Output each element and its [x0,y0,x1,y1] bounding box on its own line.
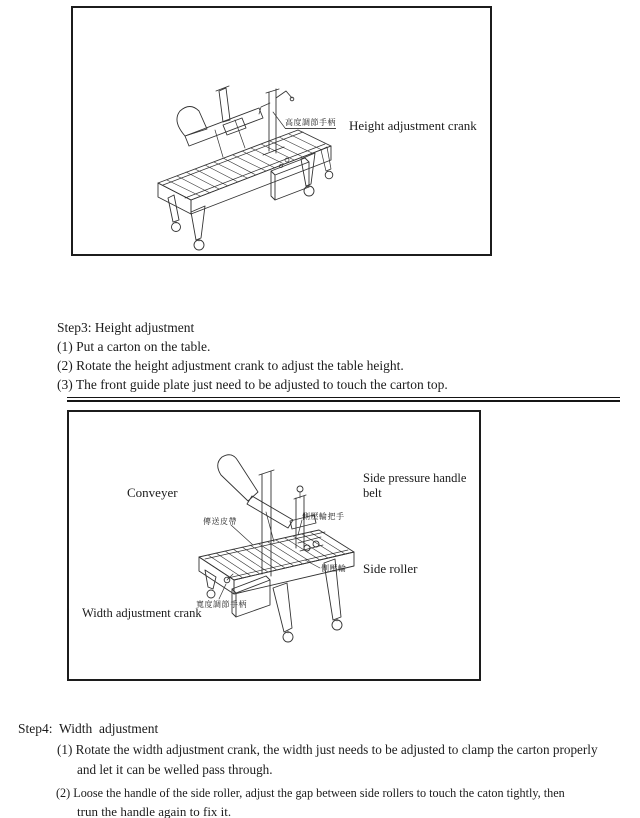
leg-center [273,583,292,632]
side-roller-wheel [304,545,310,551]
bed-rollers [167,134,322,196]
section-divider-rule [67,397,620,402]
step4-item1-line1: (1) Rotate the width adjustment crank, the width just needs to be adjusted to clamp the carton properly [57,742,598,757]
label-en-side-roller: Side roller [363,561,418,576]
height-crank-handle [276,91,292,98]
step4-item1-line2: and let it can be welled pass through. [77,762,273,777]
caster-wheel [172,223,181,232]
caster-wheel [325,171,333,179]
step3-item-1: (1) Put a carton on the table. [57,339,211,354]
bed-front-skirt [191,146,331,214]
step3-item-2: (2) Rotate the height adjustment crank to adjust the table height. [57,358,404,373]
step4-item2-line1: (2) Loose the handle of the side roller, adjust the gap between side rollers to touch the caton tightly, then [56,786,565,800]
bed-top [158,130,331,200]
label-en-height-crank: Height adjustment crank [349,118,477,133]
label-en-width-crank: Width adjustment crank [82,606,202,620]
control-box [271,158,309,200]
caster-wheel [332,620,342,630]
head-grip [177,107,207,137]
label-side-pressure-line1: Side pressure handle [363,471,467,485]
step4-item2-line2: trun the handle again to fix it. [77,804,232,818]
label-conveyer: Conveyer [127,485,178,500]
head-grip [218,455,258,501]
leg-left [205,570,216,589]
figure2-frame [67,410,481,681]
caster-wheel [304,186,314,196]
bed-left-skirt [199,557,234,594]
leg-rear-right [321,147,331,171]
width-machine-drawing [69,412,479,679]
control-box [232,576,270,617]
figure1-frame [71,6,492,256]
caster-wheel [207,590,215,598]
step3-heading: Step3: Height adjustment [57,320,195,335]
leader-height-crank [273,112,285,128]
label-zh-width-crank: 寬度調節手柄 [196,600,247,609]
label-zh-side-roller-handle: 側壓輪把手 [302,512,345,521]
leg-front-right [301,153,315,186]
head-post [216,86,230,122]
label-zh-conveyor-belt: 傳送皮帶 [203,517,237,526]
step3-item-3: (3) The front guide plate just need to be adjusted to touch the carton top. [57,377,448,392]
leg-rear-left [168,195,179,222]
label-zh-side-roller: 側壓輪 [321,564,347,573]
caster-wheel [283,632,293,642]
slide-knob [297,486,303,492]
label-zh-height-crank: 高度調節手柄 [285,118,336,129]
caster-wheel [194,240,204,250]
step4-heading: Step4: Width adjustment [18,721,159,736]
label-side-pressure-line2: belt [363,486,382,500]
side-pressure-slide [294,495,306,550]
head-arm [247,496,293,528]
mast-column [259,470,274,576]
